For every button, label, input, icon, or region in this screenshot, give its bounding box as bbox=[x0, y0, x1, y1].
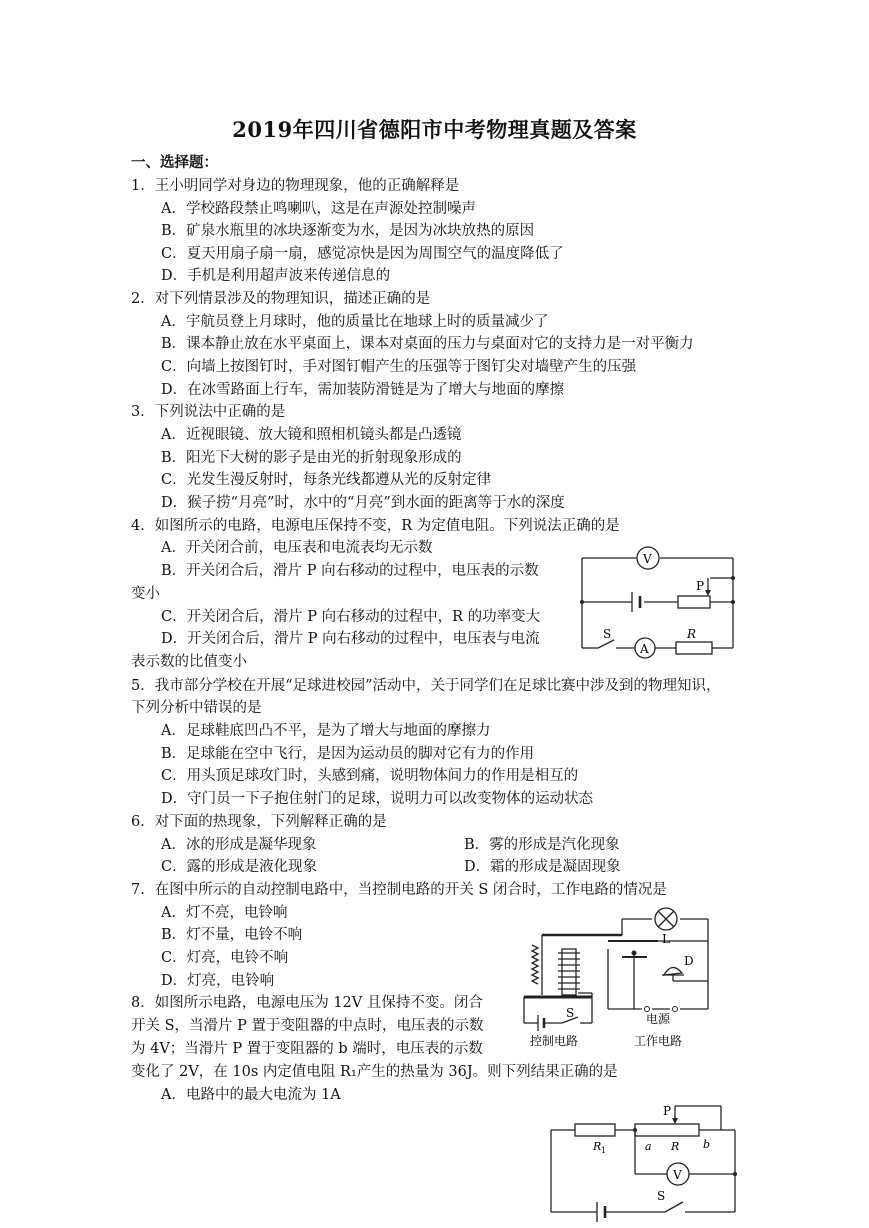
q3-option-c: C．光发生漫反射时，每条光线都遵从光的反射定律 bbox=[161, 472, 492, 488]
q4-circuit-diagram bbox=[570, 538, 745, 666]
q5-option-a: A．足球鞋底凹凸不平，是为了增大与地面的摩擦力 bbox=[161, 723, 491, 739]
q8-fig-b-label: b bbox=[703, 1138, 711, 1151]
q1-stem: 1．王小明同学对身边的物理现象，他的正确解释是 bbox=[131, 178, 460, 194]
q4-fig-s-label: S bbox=[603, 627, 612, 641]
q4-option-d-cont: 表示数的比值变小 bbox=[131, 654, 247, 670]
q7-option-d: D．灯亮，电铃响 bbox=[161, 973, 275, 989]
q8-fig-r1-label: R bbox=[593, 1140, 602, 1153]
q6-option-c: C．露的形成是液化现象 bbox=[161, 859, 318, 875]
q5-option-d: D．守门员一下子抱住射门的足球，说明力可以改变物体的运动状态 bbox=[161, 791, 594, 807]
q2-option-c: C．向墙上按图钉时，手对图钉帽产生的压强等于图钉尖对墙壁产生的压强 bbox=[161, 359, 637, 375]
q4-fig-r-label: R bbox=[687, 627, 697, 641]
q3-stem: 3．下列说法中正确的是 bbox=[131, 404, 286, 420]
q2-option-a: A．宇航员登上月球时，他的质量比在地球上时的质量减少了 bbox=[161, 314, 549, 330]
q1-option-d: D．手机是利用超声波来传递信息的 bbox=[161, 268, 391, 284]
q4-fig-ammeter-label: A bbox=[640, 642, 649, 656]
q7-fig-lamp-label: L bbox=[662, 932, 670, 946]
q5-stem: 5．我市部分学校在开展“足球进校园”活动中，关于同学们在足球比赛中涉及到的物理知识， bbox=[131, 678, 721, 694]
page-title: 2019年四川省德阳市中考物理真题及答案 bbox=[232, 117, 637, 142]
q6-option-a: A．冰的形成是凝华现象 bbox=[161, 837, 317, 853]
q2-option-b: B．课本静止放在水平桌面上，课本对桌面的压力与桌面对它的支持力是一对平衡力 bbox=[161, 336, 694, 352]
q2-stem: 2．对下列情景涉及的物理知识，描述正确的是 bbox=[131, 291, 431, 307]
q4-fig-p-label: P bbox=[696, 579, 705, 593]
q7-fig-bell-label: D bbox=[684, 954, 694, 968]
q6-option-b: B．雾的形成是汽化现象 bbox=[464, 837, 620, 853]
q8-fig-a-label: a bbox=[645, 1140, 652, 1153]
q7-option-b: B．灯不量，电铃不响 bbox=[161, 927, 303, 943]
q8-option-a: A．电路中的最大电流为 1A bbox=[161, 1087, 341, 1103]
q8-circuit-diagram bbox=[545, 1098, 745, 1224]
q4-option-a: A．开关闭合前，电压表和电流表均无示数 bbox=[161, 540, 433, 556]
q1-option-a: A．学校路段禁止鸣喇叭，这是在声源处控制噪声 bbox=[161, 201, 476, 217]
q8-stem-cont-2: 为 4V；当滑片 P 置于变阻器的 b 端时，电压表的示数 bbox=[131, 1041, 483, 1057]
q8-stem-cont-1: 开关 S，当滑片 P 置于变阻器的中点时，电压表的示数 bbox=[131, 1018, 484, 1034]
q4-option-b: B．开关闭合后，滑片 P 向右移动的过程中，电压表的示数 bbox=[161, 563, 539, 579]
q1-option-b: B．矿泉水瓶里的冰块逐渐变为水，是因为冰块放热的原因 bbox=[161, 223, 535, 239]
q7-option-a: A．灯不亮，电铃响 bbox=[161, 905, 288, 921]
q7-relay-circuit-diagram bbox=[512, 905, 717, 1050]
q3-option-d: D．猴子捞“月亮”时，水中的“月亮”到水面的距离等于水的深度 bbox=[161, 495, 565, 511]
q7-fig-s-label: S bbox=[566, 1006, 575, 1020]
q8-fig-s-label: S bbox=[657, 1189, 666, 1203]
q8-fig-r1-subscript: 1 bbox=[601, 1146, 607, 1155]
q4-option-b-cont: 变小 bbox=[131, 586, 160, 602]
q3-option-a: A．近视眼镜、放大镜和照相机镜头都是凸透镜 bbox=[161, 427, 462, 443]
q7-fig-control-label: 控制电路 bbox=[530, 1034, 579, 1048]
q8-fig-voltmeter-label: V bbox=[673, 1168, 682, 1182]
q5-stem-cont: 下列分析中错误的是 bbox=[131, 700, 262, 716]
q5-option-c: C．用头顶足球攻门时，头感到痛，说明物体间力的作用是相互的 bbox=[161, 768, 579, 784]
q4-stem: 4．如图所示的电路，电源电压保持不变，R 为定值电阻。下列说法正确的是 bbox=[131, 518, 620, 534]
q2-option-d: D．在冰雪路面上行车，需加装防滑链是为了增大与地面的摩擦 bbox=[161, 382, 565, 398]
q4-option-c: C．开关闭合后，滑片 P 向右移动的过程中，R 的功率变大 bbox=[161, 609, 541, 625]
q6-option-d: D．霜的形成是凝固现象 bbox=[464, 859, 621, 875]
section-heading: 一、选择题： bbox=[131, 154, 218, 171]
q5-option-b: B．足球能在空中飞行，是因为运动员的脚对它有力的作用 bbox=[161, 746, 535, 762]
q6-stem: 6．对下面的热现象，下列解释正确的是 bbox=[131, 814, 387, 830]
q4-fig-voltmeter-label: V bbox=[643, 552, 652, 566]
q4-option-d: D．开关闭合后，滑片 P 向右移动的过程中，电压表与电流 bbox=[161, 631, 540, 647]
q8-fig-r-label: R bbox=[671, 1140, 680, 1153]
q8-fig-p-label: P bbox=[663, 1104, 672, 1118]
q8-stem-cont-3: 变化了 2V，在 10s 内定值电阻 R₁产生的热量为 36J。则下列结果正确的是 bbox=[131, 1064, 618, 1080]
q7-option-c: C．灯亮，电铃不响 bbox=[161, 950, 289, 966]
q7-fig-power-label: 电源 bbox=[646, 1012, 671, 1026]
q3-option-b: B．阳光下大树的影子是由光的折射现象形成的 bbox=[161, 450, 462, 466]
q1-option-c: C．夏天用扇子扇一扇，感觉凉快是因为周围空气的温度降低了 bbox=[161, 246, 564, 262]
q8-stem: 8．如图所示电路，电源电压为 12V 且保持不变。闭合 bbox=[131, 995, 483, 1011]
q7-fig-work-label: 工作电路 bbox=[634, 1034, 683, 1048]
q7-stem: 7．在图中所示的自动控制电路中，当控制电路的开关 S 闭合时，工作电路的情况是 bbox=[131, 882, 667, 898]
